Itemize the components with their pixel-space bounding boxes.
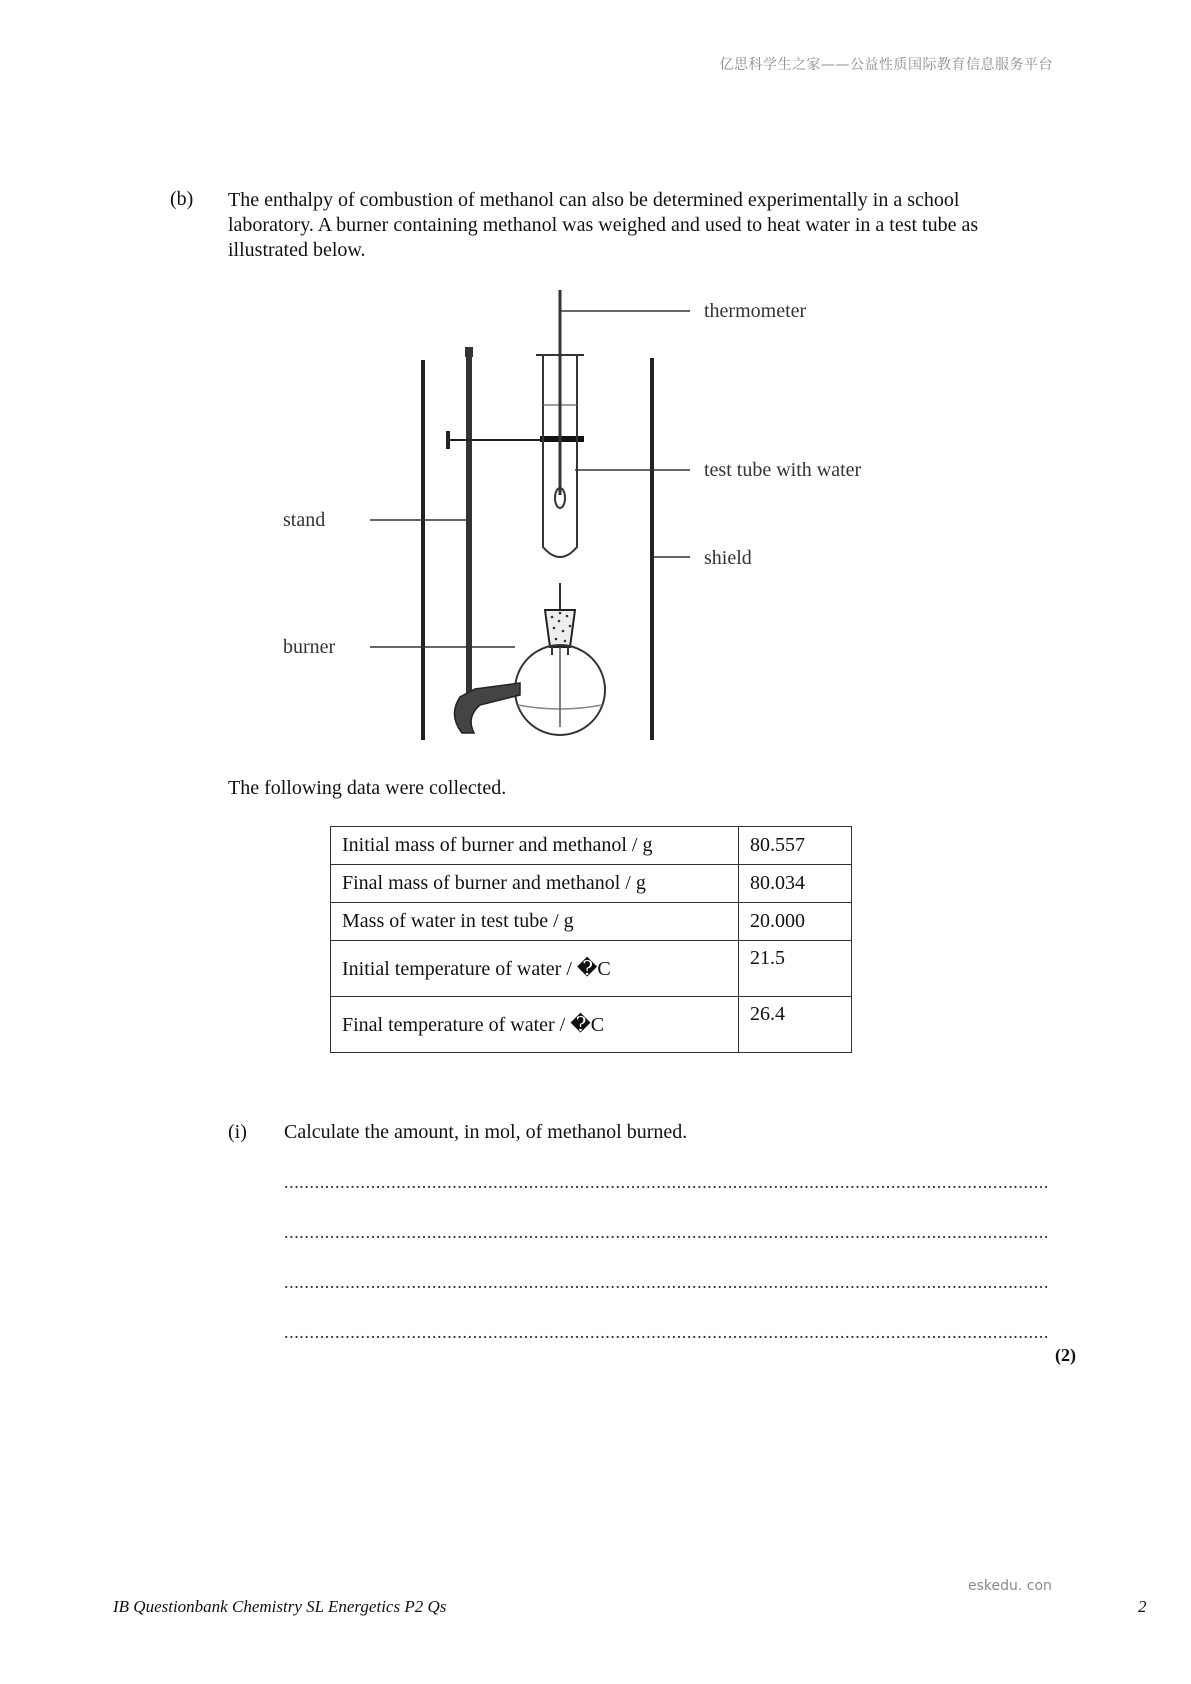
stand-base-clamp <box>454 683 520 733</box>
footer-source: IB Questionbank Chemistry SL Energetics P2 Qs <box>113 1597 447 1616</box>
page-number: 2 <box>1138 1597 1147 1616</box>
question-intro: The enthalpy of combustion of methanol can also be determined experimentally in a school laboratory. A burner containing methanol was weighed and used to heat water in a test tube as illustrated below. <box>228 189 979 261</box>
label-stand: stand <box>283 509 326 531</box>
table-cell-label: Mass of water in test tube / g <box>331 903 739 941</box>
data-intro: The following data were collected. <box>228 777 507 799</box>
label-shield: shield <box>704 547 752 569</box>
subquestion-label: (i) <box>228 1121 247 1143</box>
table-cell-value: 20.000 <box>739 903 852 941</box>
table-cell-value: 80.034 <box>739 865 852 903</box>
apparatus-diagram <box>270 285 940 755</box>
subquestion-text: Calculate the amount, in mol, of methanol burned. <box>284 1121 688 1143</box>
table-cell-label: Final mass of burner and methanol / g <box>331 865 739 903</box>
label-test-tube: test tube with water <box>704 459 862 481</box>
answer-line[interactable]: ...................................................................................................................................................... <box>284 1172 1049 1192</box>
data-table <box>330 826 852 1053</box>
marks-label: (2) <box>1055 1345 1076 1365</box>
question-part-label: (b) <box>170 188 194 210</box>
label-burner: burner <box>283 636 336 658</box>
table-row <box>331 941 852 997</box>
table-row <box>331 827 852 865</box>
table-cell-value: 26.4 <box>739 997 852 1053</box>
label-thermometer: thermometer <box>704 300 807 322</box>
table-cell-value: 80.557 <box>739 827 852 865</box>
table-row <box>331 903 852 941</box>
header-watermark: 亿思科学生之家——公益性质国际教育信息服务平台 <box>719 57 1053 73</box>
table-row <box>331 997 852 1053</box>
table-cell-value: 21.5 <box>739 941 852 997</box>
answer-line[interactable]: ...................................................................................................................................................... <box>284 1222 1049 1242</box>
table-cell-label: Final temperature of water / �C <box>331 997 739 1053</box>
table-cell-label: Initial mass of burner and methanol / g <box>331 827 739 865</box>
burner-cork <box>545 610 575 647</box>
footer-watermark: eskedu. con <box>968 1578 1052 1594</box>
table-cell-label: Initial temperature of water / �C <box>331 941 739 997</box>
stand-rod <box>466 355 472 700</box>
answer-line[interactable]: ...................................................................................................................................................... <box>284 1272 1049 1292</box>
table-row <box>331 865 852 903</box>
answer-line[interactable]: ...................................................................................................................................................... <box>284 1322 1049 1342</box>
